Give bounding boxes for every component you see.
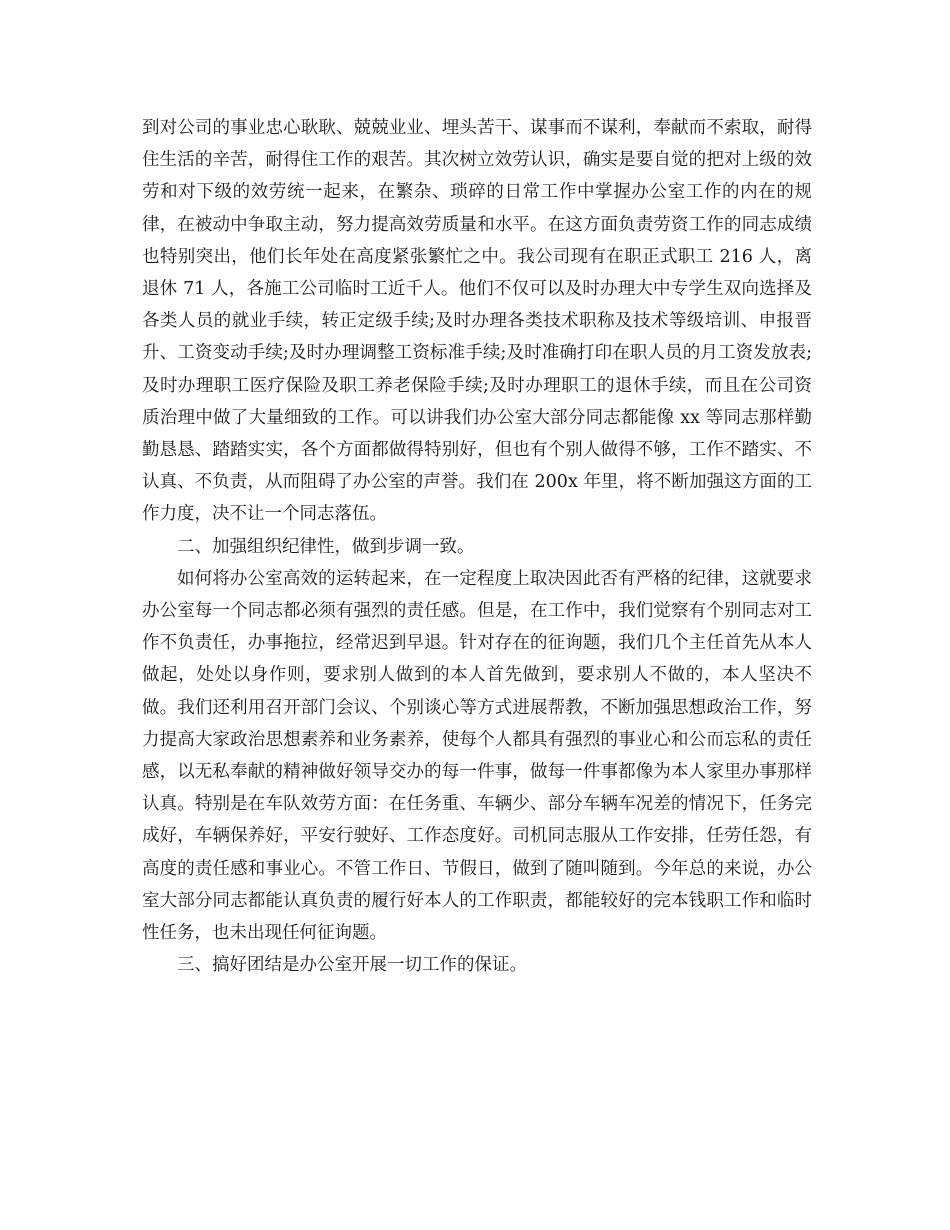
section-heading-2: 二、加强组织纪律性，做到步调一致。	[177, 536, 475, 557]
paragraph-3: 如何将办公室高效的运转起来，在一定程度上取决因此否有严格的纪律，这就要求办公室每一个同志都必须有强烈的责任感。但是，在工作中，我们觉察有个别同志对工作不负责任，办事拖拉，经常迟到早退。针对存在的征询题，我们几个主任首先从本人做起，处处以身作则，要求别人做到的本人首先做到，要求别人不做的，本人坚决不做。我们还利用召开部门会议、个别谈心等方式进展帮教，不断加强思想政治工作，努力提高大家政治思想素养和业务素养，使每个人都具有强烈的事业心和公而忘私的责任感，以无私奉献的精神做好领导交办的每一件事，做每一件事都像为本人家里办事那样认真。特别是在车队效劳方面：在任务重、车辆少、部分车辆车况差的情况下，任务完成好，车辆保养好，平安行驶好、工作态度好。司机同志服从工作安排，任劳任怨，有高度的责任感和事业心。不管工作日、节假日，做到了随叫随到。今年总的来说，办公室大部分同志都能认真负责的履行好本人的工作职责，都能较好的完本钱职工作和临时性任务，也未出现任何征询题。	[142, 568, 812, 944]
paragraph-1: 到对公司的事业忠心耿耿、兢兢业业、埋头苦干、谋事而不谋利，奉献而不索取，耐得住生活的辛苦，耐得住工作的艰苦。其次树立效劳认识，确实是要自觉的把对上级的效劳和对下级的效劳统一起来，在繁杂、琐碎的日常工作中掌握办公室工作的内在的规律，在被动中争取主动，努力提高效劳质量和水平。在这方面负责劳资工作的同志成绩也特别突出，他们长年处在高度紧张繁忙之中。我公司现有在职正式职工 216 人，离退休 71 人，各施工公司临时工近千人。他们不仅可以及时办理大中专学生双向选择及各类人员的就业手续，转正定级手续;及时办理各类技术职称及技术等级培训、申报晋升、工资变动手续;及时办理调整工资标准手续;及时准确打印在职人员的月工资发放表;及时办理职工医疗保险及职工养老保险手续;及时办理职工的退休手续，而且在公司资质治理中做了大量细致的工作。可以讲我们办公室大部分同志都能像 xx 等同志那样勤勤恳恳、踏踏实实，各个方面都做得特别好，但也有个别人做得不够，工作不踏实、不认真、不负责，从而阻碍了办公室的声誉。我们在 200x 年里，将不断加强这方面的工作力度，决不让一个同志落伍。	[142, 118, 812, 525]
document-body	[142, 112, 812, 981]
section-heading-3: 三、搞好团结是办公室开展一切工作的保证。	[177, 955, 527, 976]
